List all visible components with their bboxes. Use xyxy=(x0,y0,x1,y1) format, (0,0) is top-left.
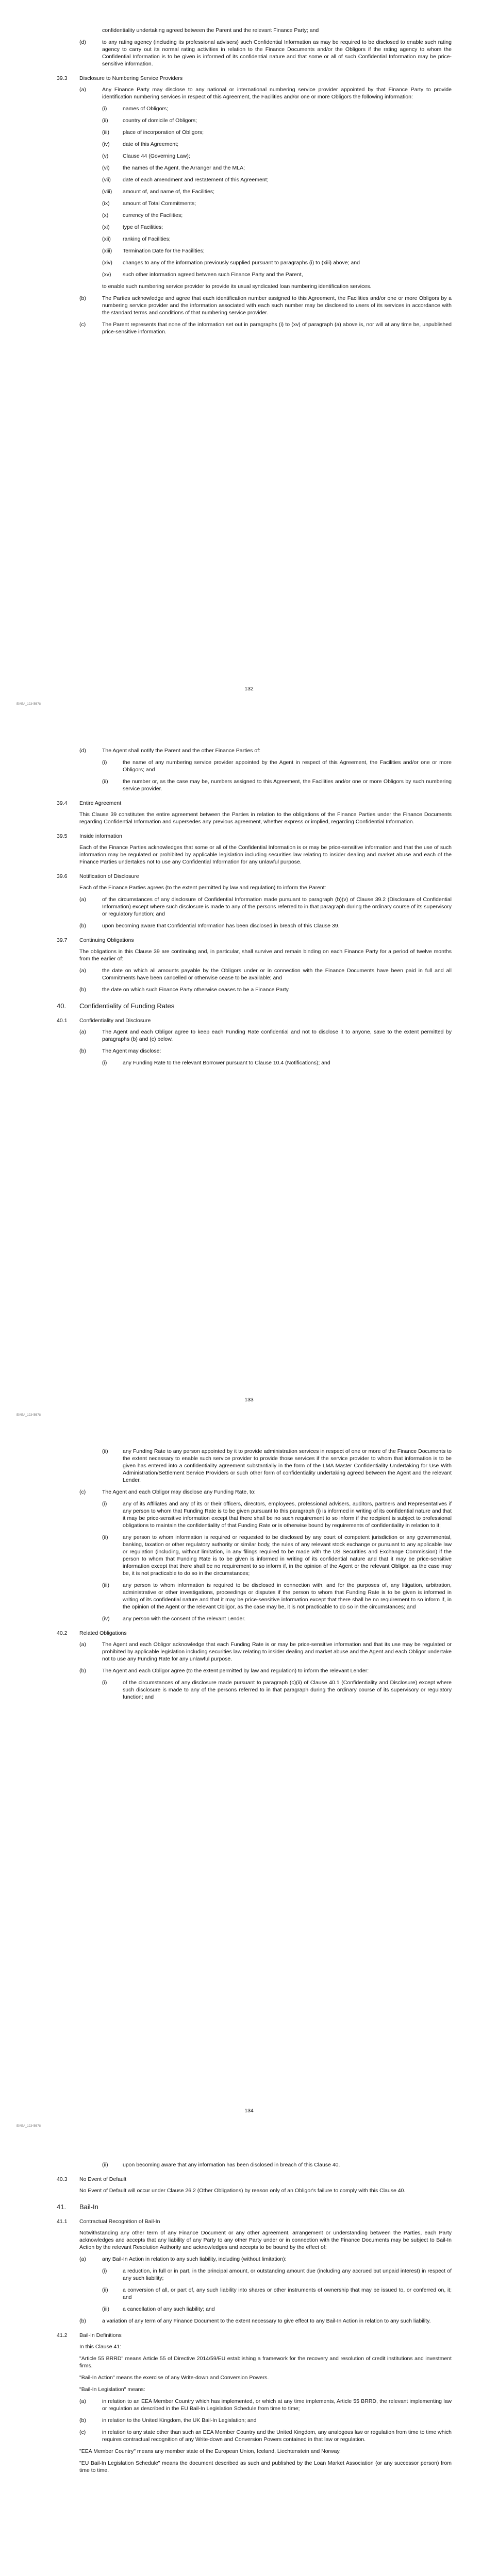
list-item: (ii) any person to whom information is required or requested to be disclosed by any court of competent jurisdiction or any governmental, banking, taxation or other regulatory authority or similar body, the rules of any relevant stock exchange or pursuant to any applicable law or regulation (including, without limitation, in any filings required to be made with the US Securities and Exchange Commission) if the person to whom that Funding Rate is to be given is informed in writing of its confidential nature and that it may be price-sensitive information except that there shall be no requirement to so inform if, in the opinion of the Agent or the relevant Obligor, as the case may be, it is not practicable to do so in the circumstances; xyxy=(102,1534,452,1577)
definition: "Article 55 BRRD" means Article 55 of Directive 2014/59/EU establishing a framework for the recovery and resolution of credit institutions and investment firms. xyxy=(79,2355,452,2369)
list-item: (i) the name of any numbering service provider appointed by the Agent in respect of this Agreement, the Facilities and/or one or more Obligors; and xyxy=(102,759,452,773)
list-item: (xv) such other information agreed between such Finance Party and the Parent, xyxy=(102,272,303,278)
clause-heading: 40. Confidentiality of Funding Rates xyxy=(57,1002,175,1010)
section-text: Each of the Finance Parties agrees (to the extent permitted by law and regulation) to inform the Parent: xyxy=(79,885,326,891)
clause-item: (c) The Agent and each Obligor may disclose any Funding Rate, to: xyxy=(79,1489,256,1495)
section-text: In this Clause 41: xyxy=(79,2344,122,2350)
clause-item: (c) The Parent represents that none of the information set out in paragraphs (i) to (xv) of paragraph (a) above is, nor will at any time be, unpublished price-sensitive information. xyxy=(79,321,452,335)
clause-item: (b) the date on which such Finance Party otherwise ceases to be a Finance Party. xyxy=(79,987,290,993)
list-item: (iii) any person to whom information is required to be disclosed in connection with, and for the purposes of, any litigation, arbitration, administrative or other investigations, proceedings or disputes if the person to whom that Funding Rate is to be given is informed in writing of its confidential nature and that it may be price-sensitive information except that there shall be no requirement to so inform if, in the opinion of the Agent or the relevant Obligor, as the case may be, it is not practicable to do so in the circumstances; and xyxy=(102,1582,452,1610)
clause-item: (c) in relation to any state other than such an EEA Member Country and the United Kingdom, any analogous law or regulation from time to time which requires contractual recognition of any Write-down and Conversion Powers contained in that law or regulation. xyxy=(79,2429,452,2443)
definition: "EU Bail-In Legislation Schedule" means the document described as such and published by the Loan Market Association (or any successor person) from time to time. xyxy=(79,2460,452,2473)
document-page-132 xyxy=(0,0,498,711)
clause-heading: 41. Bail-In xyxy=(57,2203,98,2211)
clause-item: (a) The Agent and each Obligor agree to keep each Funding Rate confidential and not to disclose it to anyone, save to the extent permitted by paragraphs (b) and (c) below. xyxy=(79,1029,452,1042)
list-item: (viii) amount of, and name of, the Facilities; xyxy=(102,189,215,195)
section-text: This Clause 39 constitutes the entire agreement between the Parties in relation to the obligations of the Finance Parties under the Finance Documents regarding Confidential Information and supersedes any previous agreement, whether express or implied, regarding Confidential Information. xyxy=(79,811,452,825)
clause-item: (a) The Agent and each Obligor acknowledge that each Funding Rate is or may be price-sensitive information and that its use may be regulated or prohibited by applicable legislation including securities law relating to insider dealing and market abuse and the Agent and each Obligor undertake not to use any Funding Rate for any unlawful purpose. xyxy=(79,1641,452,1662)
footer-reference: EMEA_12345678 xyxy=(16,703,41,706)
definition: "Bail-In Legislation" means: xyxy=(79,2386,145,2393)
list-item: (i) any of its Affiliates and any of its or their officers, directors, employees, professional advisers, auditors, partners and Representatives if any person to whom that Funding Rate is to be given pursuant to this paragraph (i) is informed in writing of its confidential nature and that it may be price-sensitive information except that there shall be no such requirement to so inform if the recipient is subject to professional obligations to maintain the confidentiality of that Funding Rate or is otherwise bound by requirements of confidentiality in relation to it; xyxy=(102,1501,452,1529)
page-number: 134 xyxy=(244,2108,254,2114)
list-item: (vi) the names of the Agent, the Arranger and the MLA; xyxy=(102,165,245,171)
clause-item: (a) the date on which all amounts payable by the Obligors under or in connection with the Finance Documents have been paid in full and all Commitments have been cancelled or otherwise cease to be available; and xyxy=(79,968,452,981)
list-item: (v) Clause 44 (Governing Law); xyxy=(102,153,190,159)
list-item: (ix) amount of Total Commitments; xyxy=(102,200,196,207)
list-item: (i) a reduction, in full or in part, in the principal amount, or outstanding amount due (including any accrued but unpaid interest) in respect of any such liability; xyxy=(102,2268,452,2281)
clause-item: (a) of the circumstances of any disclosure of Confidential Information made pursuant to paragraph (b)(v) of Clause 39.2 (Disclosure of Confidential Information) except where such disclosure is made to any of the persons referred to in that paragraph during the ordinary course of its supervisory or regulatory function; and xyxy=(79,896,452,917)
clause-item: (b) a variation of any term of any Finance Document to the extent necessary to give effect to any Bail-In Action in relation to any such liability. xyxy=(79,2318,431,2324)
list-item: (xiv) changes to any of the information previously supplied pursuant to paragraphs (i) to (xiii) above; and xyxy=(102,260,360,266)
clause-item: (a) in relation to an EEA Member Country which has implemented, or which at any time implements, Article 55 BRRD, the relevant implementing law or regulation as described in the EU Bail-In Legislation Schedule from time to time; xyxy=(79,2398,452,2412)
document-page-134 xyxy=(0,1422,498,2133)
list-item: (x) currency of the Facilities; xyxy=(102,212,183,218)
clause-item: (b) The Agent and each Obligor agree (to the extent permitted by law and regulation) to inform the relevant Lender: xyxy=(79,1668,369,1674)
list-item: (ii) the number or, as the case may be, numbers assigned to this Agreement, the Facilities and/or one or more Obligors by such numbering service provider. xyxy=(102,778,452,792)
footer-reference: EMEA_12345678 xyxy=(16,2125,41,2128)
list-item: (ii) a conversion of all, or part of, any such liability into shares or other instruments of ownership that may be issued to, or conferred on, it; and xyxy=(102,2287,452,2300)
clause-item: (a) any Bail-In Action in relation to any such liability, including (without limitation): xyxy=(79,2256,287,2262)
section-heading: 40.2 Related Obligations xyxy=(57,1630,127,1636)
section-text: Notwithstanding any other term of any Finance Document or any other agreement, arrangement or understanding between the Parties, each Party acknowledges and accepts that any liability of any Party to any other Party under or in connection with the Finance Documents may be subject to Bail-In Action by the relevant Resolution Authority and acknowledges and accepts to be bound by the effect of: xyxy=(79,2230,452,2250)
clause-item: (b) The Agent may disclose: xyxy=(79,1048,161,1054)
list-item: (xii) ranking of Facilities; xyxy=(102,236,171,242)
clause-item: (b) The Parties acknowledge and agree that each identification number assigned to this Agreement, the Facilities and/or one or more Obligors by a numbering service provider and the information associated with each such number may be disclosed to users of its services in accordance with the standard terms and conditions of that numbering service provider. xyxy=(79,295,452,316)
paragraph-tail: to enable such numbering service provider to provide its usual syndicated loan numbering identification services. xyxy=(102,283,372,290)
clause-item: (b) upon becoming aware that Confidential Information has been disclosed in breach of this Clause 39. xyxy=(79,923,340,929)
section-heading: 39.7 Continuing Obligations xyxy=(57,937,134,943)
definition: "Bail-In Action" means the exercise of any Write-down and Conversion Powers. xyxy=(79,2375,269,2381)
section-heading: 39.6 Notification of Disclosure xyxy=(57,873,139,879)
list-item: (i) any Funding Rate to the relevant Borrower pursuant to Clause 10.4 (Notifications); and xyxy=(102,1060,330,1066)
section-heading: 41.2 Bail-In Definitions xyxy=(57,2332,122,2338)
list-item: (vii) date of each amendment and restatement of this Agreement; xyxy=(102,177,269,183)
item-text: to any rating agency (including its professional advisers) such Confidential Information as may be required to be disclosed to enable such rating agency to carry out its normal rating activities in relation to the Finance Documents and/or the Obligors if the rating agency to whom the Confidential Information is to be given is informed of its confidential nature and that some or all of such Confidential Information may be price-sensitive information. xyxy=(102,39,452,67)
section-heading: 39.5 Inside information xyxy=(57,833,122,839)
section-text: No Event of Default will occur under Clause 26.2 (Other Obligations) by reason only of an Obligor's failure to comply with this Clause 40. xyxy=(79,2188,406,2194)
page-number: 133 xyxy=(244,1397,254,1403)
section-heading: 39.4 Entire Agreement xyxy=(57,800,122,806)
list-item: (iii) a cancellation of any such liability; and xyxy=(102,2306,215,2312)
document-page-133 xyxy=(0,711,498,1422)
section-text: Each of the Finance Parties acknowledges that some or all of the Confidential Information is or may be price-sensitive information and that the use of such information may be regulated or prohibited by applicable legislation including securities law relating to insider dealing and market abuse and each of the Finance Parties undertakes not to use any Confidential Information for any unlawful purpose. xyxy=(79,844,452,865)
clause-item: (b) in relation to the United Kingdom, the UK Bail-In Legislation; and xyxy=(79,2417,257,2424)
clause-item: (a) Any Finance Party may disclose to any national or international numbering service provider appointed by that Finance Party to provide identification numbering services in respect of this Agreement, the Facilities and/or one or more Obligors the following information: xyxy=(79,87,452,100)
list-item: (iv) any person with the consent of the relevant Lender. xyxy=(102,1616,246,1622)
section-heading: 40.1 Confidentiality and Disclosure xyxy=(57,1018,151,1024)
definition: "EEA Member Country" means any member state of the European Union, Iceland, Liechtenstein and Norway. xyxy=(79,2448,341,2454)
page-number: 132 xyxy=(244,686,254,692)
clause-item xyxy=(79,39,452,67)
section-heading: 41.1 Contractual Recognition of Bail-In xyxy=(57,2218,160,2225)
footer-reference: EMEA_12345678 xyxy=(16,1414,41,1417)
list-item: (iii) place of incorporation of Obligors; xyxy=(102,129,204,135)
section-heading: 39.3 Disclosure to Numbering Service Providers xyxy=(57,75,183,81)
clause-item: (d) The Agent shall notify the Parent and the other Finance Parties of: xyxy=(79,748,261,754)
list-item: (ii) country of domicile of Obligors; xyxy=(102,117,197,124)
document-page-135 xyxy=(0,2133,498,2576)
section-text: The obligations in this Clause 39 are continuing and, in particular, shall survive and remain binding on each Finance Party for a period of twelve months from the earlier of: xyxy=(79,948,452,962)
item-label: (d) xyxy=(79,39,86,45)
list-item: (iv) date of this Agreement; xyxy=(102,141,178,147)
list-item: (i) of the circumstances of any disclosure made pursuant to paragraph (c)(ii) of Clause 40.1 (Confidentiality and Disclosure) except where such disclosure is made to any of the persons referred to in that paragraph during the ordinary course of its supervisory or regulatory function; and xyxy=(102,1680,452,1700)
continued-paragraph: confidentiality undertaking agreed between the Parent and the relevant Finance Party; and xyxy=(102,27,319,33)
list-item: (ii) upon becoming aware that any information has been disclosed in breach of this Clause 40. xyxy=(102,2162,340,2168)
list-item: (xi) type of Facilities; xyxy=(102,224,163,230)
section-heading: 40.3 No Event of Default xyxy=(57,2176,127,2182)
list-item: (ii) any Funding Rate to any person appointed by it to provide administration services in respect of one or more of the Finance Documents to the extent necessary to enable such service provider to provide those services if the service provider to whom that information is to be given has entered into a confidentiality agreement substantially in the form of the LMA Master Confidentiality Undertaking for Use With Administration/Settlement Service Providers or such other form of confidentiality undertaking agreed between the Agent and the relevant Lender. xyxy=(102,1448,452,1483)
list-item: (xiii) Termination Date for the Facilities; xyxy=(102,248,205,254)
list-item: (i) names of Obligors; xyxy=(102,106,169,112)
